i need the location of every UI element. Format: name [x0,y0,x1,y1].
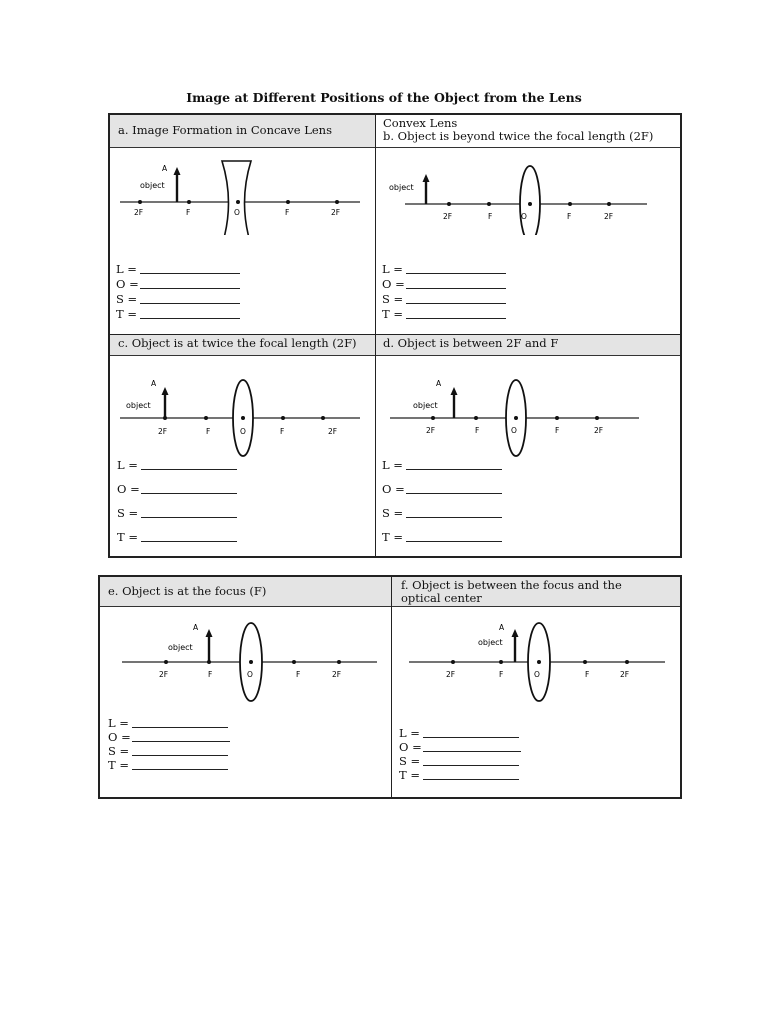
blank-label-s: S = [108,744,130,758]
answer-blanks [382,261,506,321]
blank-o[interactable] [406,278,506,289]
blank-label-l: L = [116,262,137,276]
tick-2f: 2F [426,426,436,435]
blank-label-s: S = [399,754,421,768]
convex-lens-diagram-e [100,613,391,723]
answer-blanks [108,716,230,772]
convex-lens-diagram-c [110,362,375,457]
cell-b-header [375,115,680,148]
bottom-table [98,575,682,799]
blank-label-o: O = [399,740,422,754]
arrow-label: A [193,623,199,632]
tick-2f: 2F [328,427,338,436]
object-label: object [389,183,414,192]
blank-label-o: O = [117,482,140,496]
blank-label-s: S = [117,506,139,520]
blank-label-l: L = [108,716,129,730]
blank-label-s: S = [382,292,404,306]
tick-2f: 2F [604,212,614,221]
blank-label-t: T = [382,530,403,544]
arrow-label: A [162,164,168,173]
tick-o: O [240,427,246,436]
arrow-label: A [499,623,505,632]
tick-f: F [296,670,301,679]
cell-c [110,334,375,556]
top-table [108,113,682,558]
object-label: object [478,638,503,647]
cell-b-header-text: b. Object is beyond twice the focal length (2F) [383,129,654,143]
tick-2f: 2F [159,670,169,679]
blank-l[interactable] [406,459,502,470]
tick-2f: 2F [620,670,630,679]
cell-b-header-top: Convex Lens [383,116,458,130]
answer-blanks [116,261,240,321]
blank-label-t: T = [108,758,129,772]
tick-f: F [475,426,480,435]
blank-label-t: T = [382,307,403,321]
object-label: object [126,401,151,410]
blank-s[interactable] [423,755,519,766]
blank-t[interactable] [140,308,240,319]
blank-label-t: T = [117,530,138,544]
blank-label-l: L = [382,458,403,472]
blank-l[interactable] [141,459,237,470]
blank-label-s: S = [382,506,404,520]
blank-label-t: T = [116,307,137,321]
tick-f: F [186,208,191,217]
blank-s[interactable] [141,507,237,518]
page-title: Image at Different Positions of the Object from the Lens [186,90,582,105]
blank-label-o: O = [108,730,131,744]
cell-c-header [110,334,375,356]
top-table-divider [375,115,376,556]
blank-label-o: O = [116,277,139,291]
blank-t[interactable] [406,308,506,319]
tick-f: F [488,212,493,221]
tick-o: O [234,208,240,217]
convex-lens-diagram-d [375,362,680,457]
blank-label-l: L = [399,726,420,740]
convex-lens-diagram-b [375,155,680,235]
blank-o[interactable] [406,483,502,494]
blank-l[interactable] [406,263,506,274]
tick-f: F [555,426,560,435]
tick-f: F [567,212,572,221]
tick-o: O [521,212,527,221]
tick-2f: 2F [446,670,456,679]
tick-f: F [285,208,290,217]
tick-o: O [247,670,253,679]
cell-d-header-text: d. Object is between 2F and F [383,336,559,350]
tick-2f: 2F [443,212,453,221]
object-label: object [140,181,165,190]
answer-blanks [399,726,521,782]
cell-a-header-text: a. Image Formation in Concave Lens [118,123,332,137]
blank-o[interactable] [423,741,521,752]
blank-label-o: O = [382,482,405,496]
blank-s[interactable] [132,745,228,756]
blank-o[interactable] [141,483,237,494]
blank-l[interactable] [132,717,228,728]
cell-b [375,115,680,334]
cell-c-header-text: c. Object is at twice the focal length (2F) [118,336,357,350]
cell-e-header [100,577,391,607]
cell-e-header-text: e. Object is at the focus (F) [108,584,267,598]
tick-f: F [585,670,590,679]
tick-o: O [534,670,540,679]
blank-s[interactable] [140,293,240,304]
blank-label-o: O = [382,277,405,291]
blank-label-l: L = [382,262,403,276]
tick-f: F [208,670,213,679]
cell-f-header-text: f. Object is between the focus and the optical center [401,578,622,605]
blank-s[interactable] [406,293,506,304]
top-table-divider [110,334,680,335]
cell-e [100,577,391,797]
tick-f: F [206,427,211,436]
object-label: object [168,643,193,652]
cell-d-header [375,334,680,356]
tick-f: F [499,670,504,679]
tick-2f: 2F [158,427,168,436]
blank-t[interactable] [132,759,228,770]
arrow-label: A [151,379,157,388]
concave-lens-diagram [110,155,375,235]
blank-s[interactable] [406,507,502,518]
convex-lens-diagram-f [391,613,680,723]
answer-blanks [117,448,237,544]
tick-o: O [511,426,517,435]
cell-f-header [391,577,680,607]
tick-2f: 2F [331,208,341,217]
cell-d [375,334,680,556]
tick-f: F [280,427,285,436]
blank-l[interactable] [423,727,519,738]
blank-label-t: T = [399,768,420,782]
blank-label-s: S = [116,292,138,306]
blank-t[interactable] [406,531,502,542]
tick-2f: 2F [594,426,604,435]
cell-f [391,577,680,797]
blank-l[interactable] [140,263,240,274]
blank-o[interactable] [132,731,230,742]
tick-2f: 2F [332,670,342,679]
blank-t[interactable] [141,531,237,542]
object-label: object [413,401,438,410]
cell-a-header [110,115,375,148]
answer-blanks [382,448,502,544]
blank-t[interactable] [423,769,519,780]
blank-o[interactable] [140,278,240,289]
cell-a [110,115,375,334]
bottom-table-divider [391,577,392,797]
tick-2f: 2F [134,208,144,217]
blank-label-l: L = [117,458,138,472]
arrow-label: A [436,379,442,388]
